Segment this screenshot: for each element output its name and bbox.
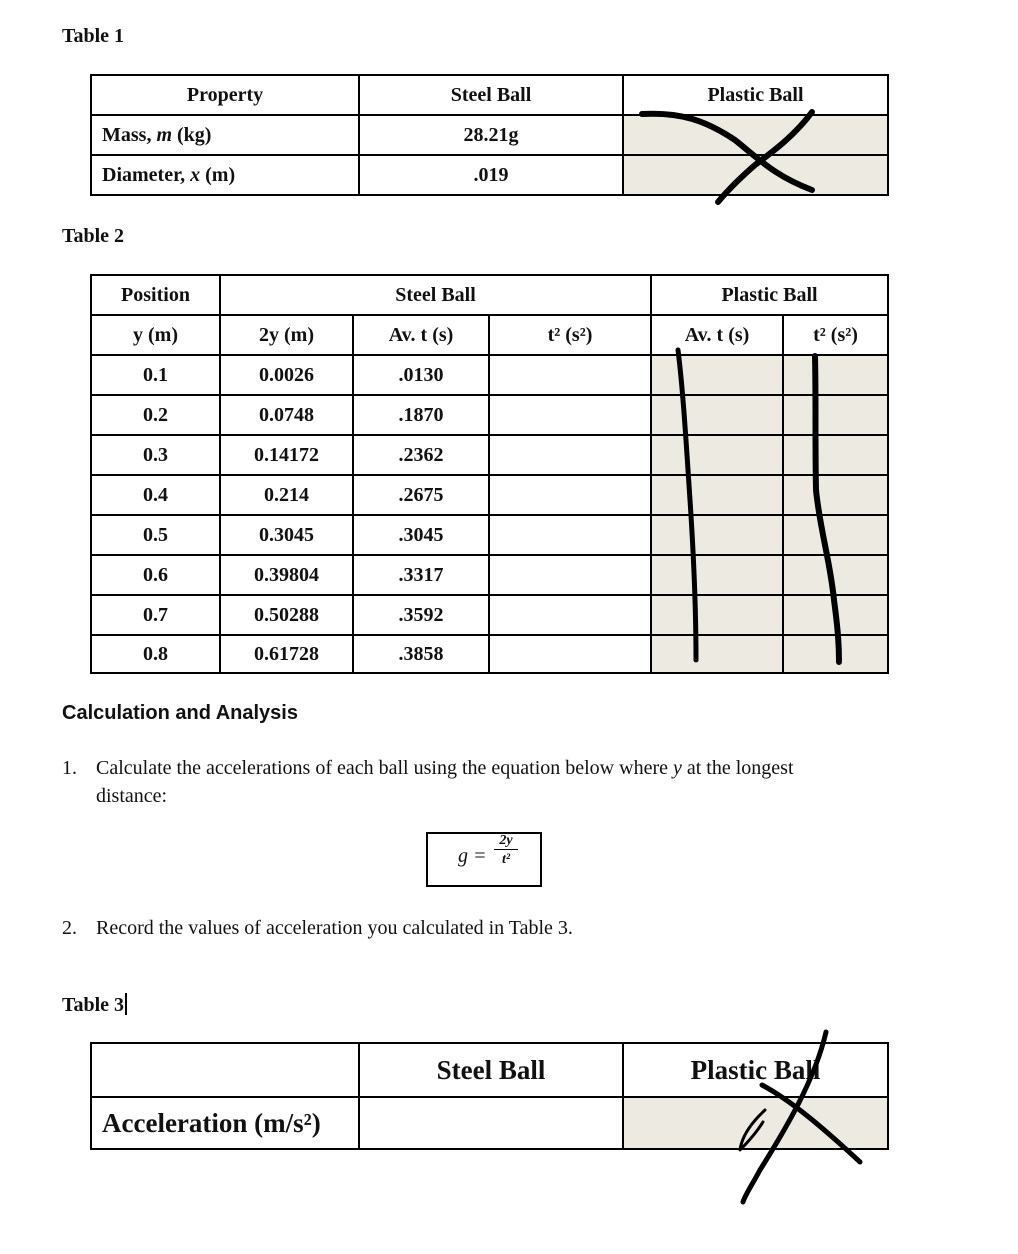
formula-numerator: 2y	[494, 832, 518, 850]
cell-steel-avt[interactable]: .0130	[353, 355, 489, 395]
cell-steel-t2[interactable]	[489, 595, 651, 635]
cell-steel-t2[interactable]	[489, 395, 651, 435]
table-row	[91, 475, 888, 515]
formula-denominator: t²	[501, 852, 511, 867]
cell-plastic-avt[interactable]	[651, 515, 783, 555]
table-row	[91, 635, 888, 673]
formula-box	[426, 832, 542, 887]
cell-steel-avt[interactable]: .2362	[353, 435, 489, 475]
table1-row-mass-label: Mass, m (kg)	[91, 115, 359, 155]
table2-subheader-steel-avt: Av. t (s)	[353, 315, 489, 355]
table2-subheader-y: y (m)	[91, 315, 220, 355]
text-cursor	[125, 993, 127, 1015]
question-1-text: Calculate the accelerations of each ball using the equation below where y at the longest distance:	[96, 757, 794, 807]
cell-2y[interactable]: 0.14172	[220, 435, 353, 475]
table3-header-empty	[91, 1043, 359, 1097]
cell-plastic-avt[interactable]	[651, 355, 783, 395]
cell-y: 0.1	[91, 355, 220, 395]
cell-plastic-avt[interactable]	[651, 635, 783, 673]
table1-header-property: Property	[91, 75, 359, 115]
cell-steel-t2[interactable]	[489, 355, 651, 395]
cell-plastic-t2[interactable]	[783, 595, 888, 635]
cell-steel-avt[interactable]: .3858	[353, 635, 489, 673]
cell-y: 0.2	[91, 395, 220, 435]
cell-y: 0.7	[91, 595, 220, 635]
cell-plastic-avt[interactable]	[651, 475, 783, 515]
question-2-text: Record the values of acceleration you calculated in Table 3.	[96, 917, 573, 939]
cell-y: 0.8	[91, 635, 220, 673]
table-row	[91, 555, 888, 595]
table-row	[91, 595, 888, 635]
table3-row-acceleration-steel[interactable]	[359, 1097, 623, 1149]
cell-2y[interactable]: 0.61728	[220, 635, 353, 673]
table2-subheader-2y: 2y (m)	[220, 315, 353, 355]
cell-steel-avt[interactable]: .3317	[353, 555, 489, 595]
cell-steel-t2[interactable]	[489, 515, 651, 555]
cell-y: 0.5	[91, 515, 220, 555]
analysis-heading: Calculation and Analysis	[62, 702, 298, 724]
cell-2y[interactable]: 0.39804	[220, 555, 353, 595]
table-row	[91, 435, 888, 475]
cell-2y[interactable]: 0.214	[220, 475, 353, 515]
cell-plastic-avt[interactable]	[651, 395, 783, 435]
table-row	[91, 515, 888, 555]
table1-caption: Table 1	[62, 25, 125, 47]
cell-plastic-t2[interactable]	[783, 355, 888, 395]
table2-subheader-plastic-t2: t² (s²)	[783, 315, 888, 355]
table1	[90, 74, 889, 196]
table2-caption: Table 2	[62, 225, 125, 247]
cell-2y[interactable]: 0.3045	[220, 515, 353, 555]
table2-header-position: Position	[91, 275, 220, 315]
table1-header-steel: Steel Ball	[359, 75, 623, 115]
cell-steel-avt[interactable]: .3592	[353, 595, 489, 635]
table-row	[91, 355, 888, 395]
table1-row-diameter-label: Diameter, x (m)	[91, 155, 359, 195]
cell-steel-t2[interactable]	[489, 555, 651, 595]
table3-row-acceleration-plastic[interactable]	[623, 1097, 888, 1149]
table1-row-mass-steel[interactable]: 28.21g	[359, 115, 623, 155]
table2-header-plastic: Plastic Ball	[651, 275, 888, 315]
cell-steel-t2[interactable]	[489, 435, 651, 475]
cell-plastic-t2[interactable]	[783, 515, 888, 555]
table2-header-steel: Steel Ball	[220, 275, 651, 315]
cell-plastic-t2[interactable]	[783, 635, 888, 673]
table3	[90, 1042, 889, 1150]
cell-2y[interactable]: 0.0026	[220, 355, 353, 395]
cell-steel-t2[interactable]	[489, 475, 651, 515]
cell-plastic-avt[interactable]	[651, 435, 783, 475]
table2-subheader-steel-t2: t² (s²)	[489, 315, 651, 355]
cell-plastic-t2[interactable]	[783, 435, 888, 475]
question-2-number: 2.	[62, 917, 77, 939]
cell-steel-avt[interactable]: .3045	[353, 515, 489, 555]
cell-plastic-t2[interactable]	[783, 395, 888, 435]
table1-header-plastic: Plastic Ball	[623, 75, 888, 115]
table3-header-steel: Steel Ball	[359, 1043, 623, 1097]
table3-header-plastic: Plastic Ball	[623, 1043, 888, 1097]
cell-2y[interactable]: 0.50288	[220, 595, 353, 635]
cell-steel-t2[interactable]	[489, 635, 651, 673]
cell-2y[interactable]: 0.0748	[220, 395, 353, 435]
table1-row-diameter-steel[interactable]: .019	[359, 155, 623, 195]
table2	[90, 274, 889, 674]
cell-y: 0.4	[91, 475, 220, 515]
table-row	[91, 395, 888, 435]
cell-plastic-avt[interactable]	[651, 555, 783, 595]
cell-plastic-t2[interactable]	[783, 555, 888, 595]
cell-y: 0.6	[91, 555, 220, 595]
cell-y: 0.3	[91, 435, 220, 475]
table2-subheader-plastic-avt: Av. t (s)	[651, 315, 783, 355]
cell-steel-avt[interactable]: .2675	[353, 475, 489, 515]
formula-lhs: g =	[458, 845, 487, 867]
table1-row-diameter-plastic[interactable]	[623, 155, 888, 195]
cell-plastic-t2[interactable]	[783, 475, 888, 515]
table1-row-mass-plastic[interactable]	[623, 115, 888, 155]
table3-caption: Table 3	[62, 993, 127, 1017]
question-1-number: 1.	[62, 757, 77, 779]
cell-steel-avt[interactable]: .1870	[353, 395, 489, 435]
cell-plastic-avt[interactable]	[651, 595, 783, 635]
table3-row-acceleration-label: Acceleration (m/s²)	[91, 1097, 359, 1149]
